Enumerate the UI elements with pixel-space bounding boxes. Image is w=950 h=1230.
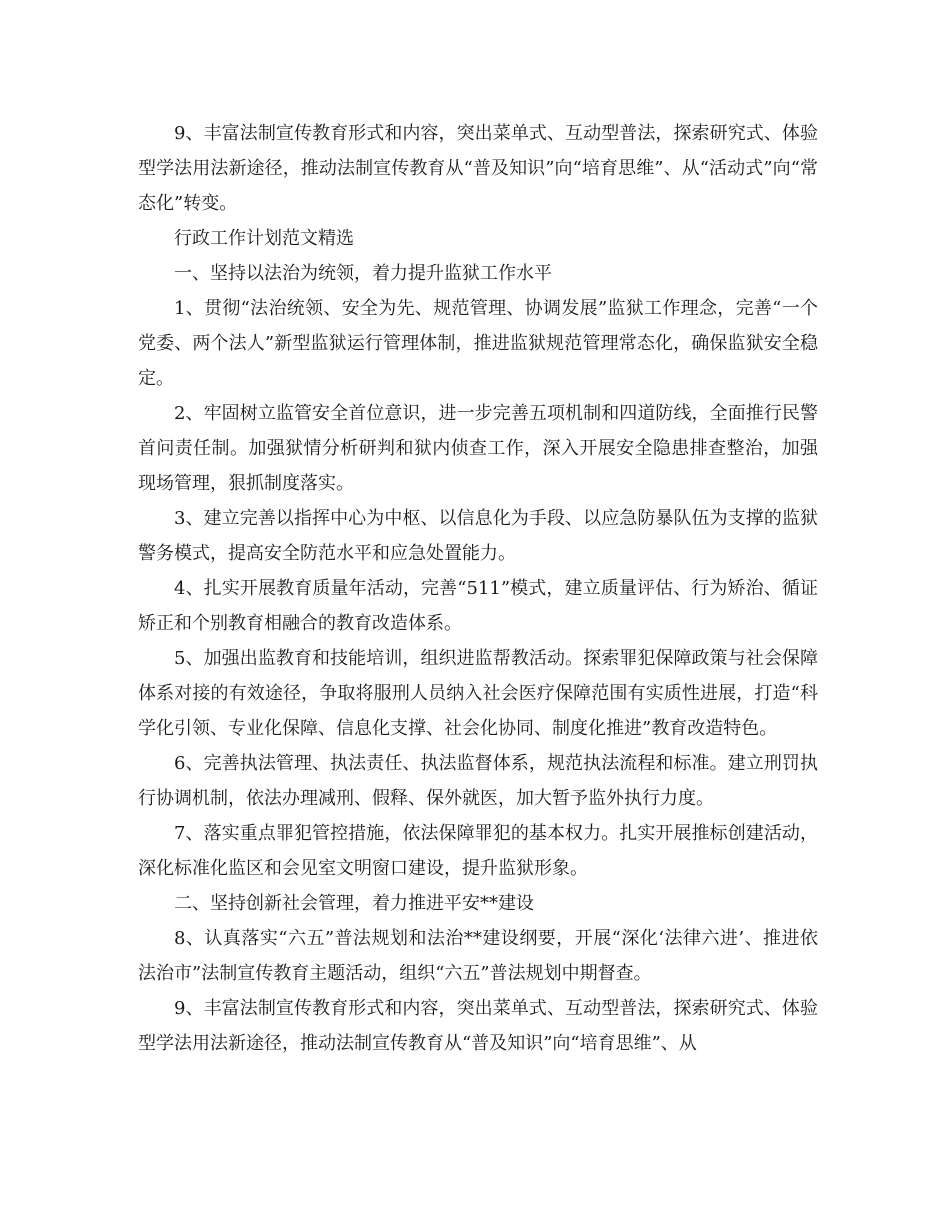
paragraph-4: 3、建立完善以指挥中心为中枢、以信息化为手段、以应急防暴队伍为支撑的监狱警务模式，提高安全防范水平和应急处置能力。 (138, 508, 818, 564)
paragraph-10: 9、丰富法制宣传教育形式和内容，突出菜单式、互动型普法，探索研究式、体验型学法用法新途径，推动法制宣传教育从“普及知识”向“培育思维”、从 (138, 998, 818, 1054)
paragraph-1: 9、丰富法制宣传教育形式和内容，突出菜单式、互动型普法，探索研究式、体验型学法用法新途径，推动法制宣传教育从“普及知识”向“培育思维”、从“活动式”向“常态化”转变。 (138, 123, 818, 214)
section-heading-1: 一、坚持以法治为统领，着力提升监狱工作水平 (174, 263, 552, 284)
document-body (138, 116, 818, 1061)
paragraph-7: 6、完善执法管理、执法责任、执法监督体系，规范执法流程和标准。建立刑罚执行协调机制，依法办理减刑、假释、保外就医，加大暂予监外执行力度。 (138, 753, 818, 809)
paragraph-5: 4、扎实开展教育质量年活动，完善“511”模式，建立质量评估、行为矫治、循证矫正和个别教育相融合的教育改造体系。 (138, 578, 818, 634)
section-heading-2: 二、坚持创新社会管理，着力推进平安**建设 (174, 893, 534, 914)
paragraph-3: 2、牢固树立监管安全首位意识，进一步完善五项机制和四道防线，全面推行民警首问责任制。加强狱情分析研判和狱内侦查工作，深入开展安全隐患排查整治，加强现场管理，狠抓制度落实。 (138, 403, 818, 494)
paragraph-9: 8、认真落实“六五”普法规划和法治**建设纲要，开展“深化‘法律六进’、推进依法治市”法制宣传教育主题活动，组织“六五”普法规划中期督查。 (138, 928, 818, 984)
paragraph-6: 5、加强出监教育和技能培训，组织进监帮教活动。探索罪犯保障政策与社会保障体系对接的有效途径，争取将服刑人员纳入社会医疗保障范围有实质性进展，打造“科学化引领、专业化保障、信息化支撑、社会化协同、制度化推进”教育改造特色。 (138, 648, 818, 739)
paragraph-8: 7、落实重点罪犯管控措施，依法保障罪犯的基本权力。扎实开展推标创建活动，深化标准化监区和会见室文明窗口建设，提升监狱形象。 (138, 823, 818, 879)
section-heading-title: 行政工作计划范文精选 (174, 228, 354, 249)
paragraph-2: 1、贯彻“法治统领、安全为先、规范管理、协调发展”监狱工作理念，完善“一个党委、两个法人”新型监狱运行管理体制，推进监狱规范管理常态化，确保监狱安全稳定。 (138, 298, 818, 389)
